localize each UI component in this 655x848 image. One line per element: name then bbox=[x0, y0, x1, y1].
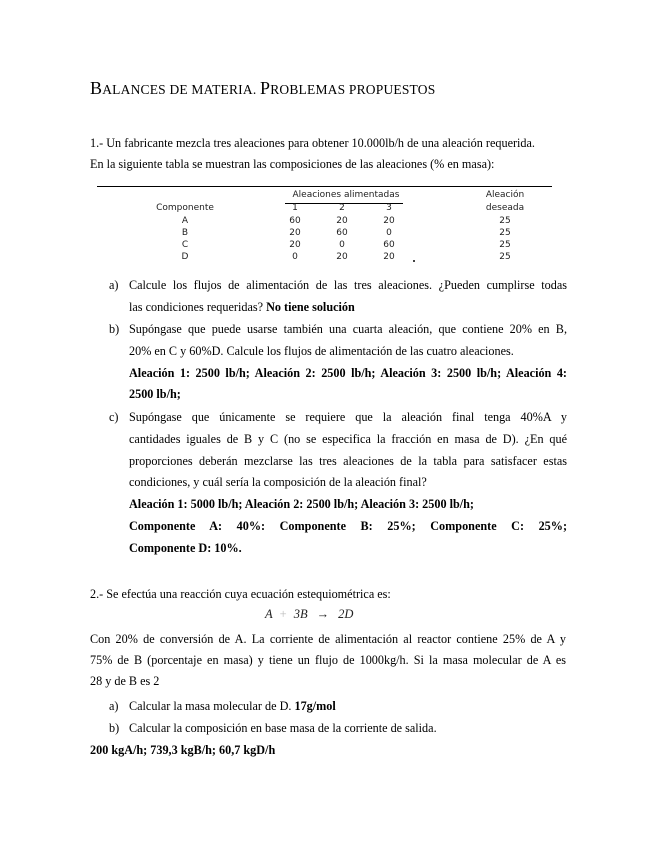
problem1-statement: 1.- Un fabricante mezcla tres aleaciones para obtener 10.000lb/h de una aleación requerida. En la siguiente tabla se muestran las composiciones de las aleaciones (% en masa): bbox=[90, 136, 535, 171]
row-b-col2: 60 bbox=[336, 228, 348, 238]
row-c-component: C bbox=[181, 240, 189, 250]
row-c-desired: 25 bbox=[499, 240, 511, 250]
item-a-marker: a) bbox=[109, 278, 119, 292]
row-b-desired: 25 bbox=[499, 228, 511, 238]
reaction-equation: A + 3B → 2D bbox=[265, 607, 354, 621]
row-c-col1: 20 bbox=[289, 240, 301, 250]
item-c-answer-1: Aleación 1: 5000 lb/h; Aleación 2: 2500 lb/h; Aleación 3: 2500 lb/h; bbox=[129, 497, 474, 512]
item-b-marker: b) bbox=[109, 322, 120, 336]
item-c-answer-2: Componente A: 40%: Componente B: 25%; Componente C: 25%; bbox=[129, 518, 567, 533]
header-component: Componente bbox=[156, 203, 214, 213]
p2-item-a-marker: a) bbox=[109, 699, 119, 713]
table-top-rule bbox=[97, 186, 552, 187]
page-title: BALANCES DE MATERIA. PROBLEMAS PROPUESTOS bbox=[90, 78, 436, 98]
row-b-component: B bbox=[181, 228, 189, 238]
item-b-answer-1: Aleación 1: 2500 lb/h; Aleación 2: 2500 lb/h; Aleación 3: 2500 lb/h; Aleación 4: bbox=[129, 365, 567, 380]
row-d-col1: 0 bbox=[292, 252, 298, 262]
document-page: BALANCES DE MATERIA. PROBLEMAS PROPUESTOS 1.- Un fabricante mezcla tres aleaciones para obtener 10.000lb/h de una aleación requerida. En la siguiente tabla se muestran las composiciones de las aleaciones (% en masa): Aleaciones alimentadas Aleación Componente 1 2 3 deseada A 60 20 20 25 B 20 60 0 25 C 20 0 60 25 D 0 20 20 25 a) Calcule los flujos de alimentación de las tres aleaciones. ¿Pueden cumplirse todas las condiciones requeridas? No tiene solución b) Supóngase que puede usarse también una cuarta aleación, que contiene 20% en B, 20% en C y 60%D. Calcule los flujos de alimentación de las cuatro aleaciones. Aleación 1: 2500 lb/h; Aleación 2: 2500 lb/h; Aleación 3: 2500 lb/h; Aleación 4: 2500 lb/h; c) Supóngase que únicamente se requiere que la aleación final tenga 40%A y cantidades iguales de B y C (no se especifica la fracción en masa de D). ¿En qué proporciones deberán mezclarse las tres aleaciones de la tabla para satisfacer estas condiciones, y cuál sería la composición de la aleación final? Aleación 1: 5000 lb/h; Aleación 2: 2500 lb/h; Aleación 3: 2500 lb/h; Componente A: 40%: Componente B: 25%; Componente C: 25%; Componente D: 10%. 2.- Se efectúa una reacción cuya ecuación estequiométrica es: A + 3B → 2D Con 20% de conversión de A. La corriente de alimentación al reactor contiene 25% de A y 75% de B (porcentaje en masa) y tiene un flujo de 1000kg/h. Si la masa molecular de A es 28 y de B es 2 a) Calcular la masa molecular de D. 17g/mol b) Calcular la composición en base masa de la corriente de salida. 200 kgA/h; 739,3 kgB/h; 60,7 kgD/h bbox=[0, 0, 655, 848]
row-b-col3: 0 bbox=[386, 228, 392, 238]
p2-item-a-answer: 17g/mol bbox=[294, 699, 336, 713]
composition-table bbox=[97, 186, 552, 264]
item-c-answer-3: Componente D: 10%. bbox=[129, 540, 242, 555]
header-desired-2: deseada bbox=[485, 203, 525, 213]
table-stray-dot bbox=[413, 260, 415, 262]
row-a-col2: 20 bbox=[336, 216, 348, 226]
row-d-component: D bbox=[181, 252, 189, 262]
item-c-marker: c) bbox=[109, 410, 119, 424]
p2-item-b-marker: b) bbox=[109, 721, 120, 735]
header-col-3: 3 bbox=[386, 203, 392, 213]
row-a-col1: 60 bbox=[289, 216, 301, 226]
problem2-final-answer: 200 kgA/h; 739,3 kgB/h; 60,7 kgD/h bbox=[90, 743, 276, 757]
row-a-component: A bbox=[181, 216, 189, 226]
header-col-1: 1 bbox=[292, 203, 298, 213]
header-fed-alloys: Aleaciones alimentadas bbox=[292, 190, 400, 200]
header-col-2: 2 bbox=[339, 203, 345, 213]
item-a-answer: No tiene solución bbox=[266, 299, 355, 314]
problem2-statement: 2.- Se efectúa una reacción cuya ecuación estequiométrica es: bbox=[90, 587, 391, 601]
row-a-col3: 20 bbox=[383, 216, 395, 226]
row-b-col1: 20 bbox=[289, 228, 301, 238]
row-d-col3: 20 bbox=[383, 252, 395, 262]
row-c-col3: 60 bbox=[383, 240, 395, 250]
row-a-desired: 25 bbox=[499, 216, 511, 226]
row-d-desired: 25 bbox=[499, 252, 511, 262]
row-d-col2: 20 bbox=[336, 252, 348, 262]
item-b-answer-2: 2500 lb/h; bbox=[129, 387, 181, 402]
row-c-col2: 0 bbox=[339, 240, 345, 250]
header-desired-1: Aleación bbox=[485, 190, 525, 200]
problem2-description: Con 20% de conversión de A. La corriente de alimentación al reactor contiene 25% de A y 75% de B (porcentaje en masa) y tiene un flujo de 1000kg/h. Si la masa molecular de A es 28 y de B es 2 bbox=[90, 632, 566, 688]
